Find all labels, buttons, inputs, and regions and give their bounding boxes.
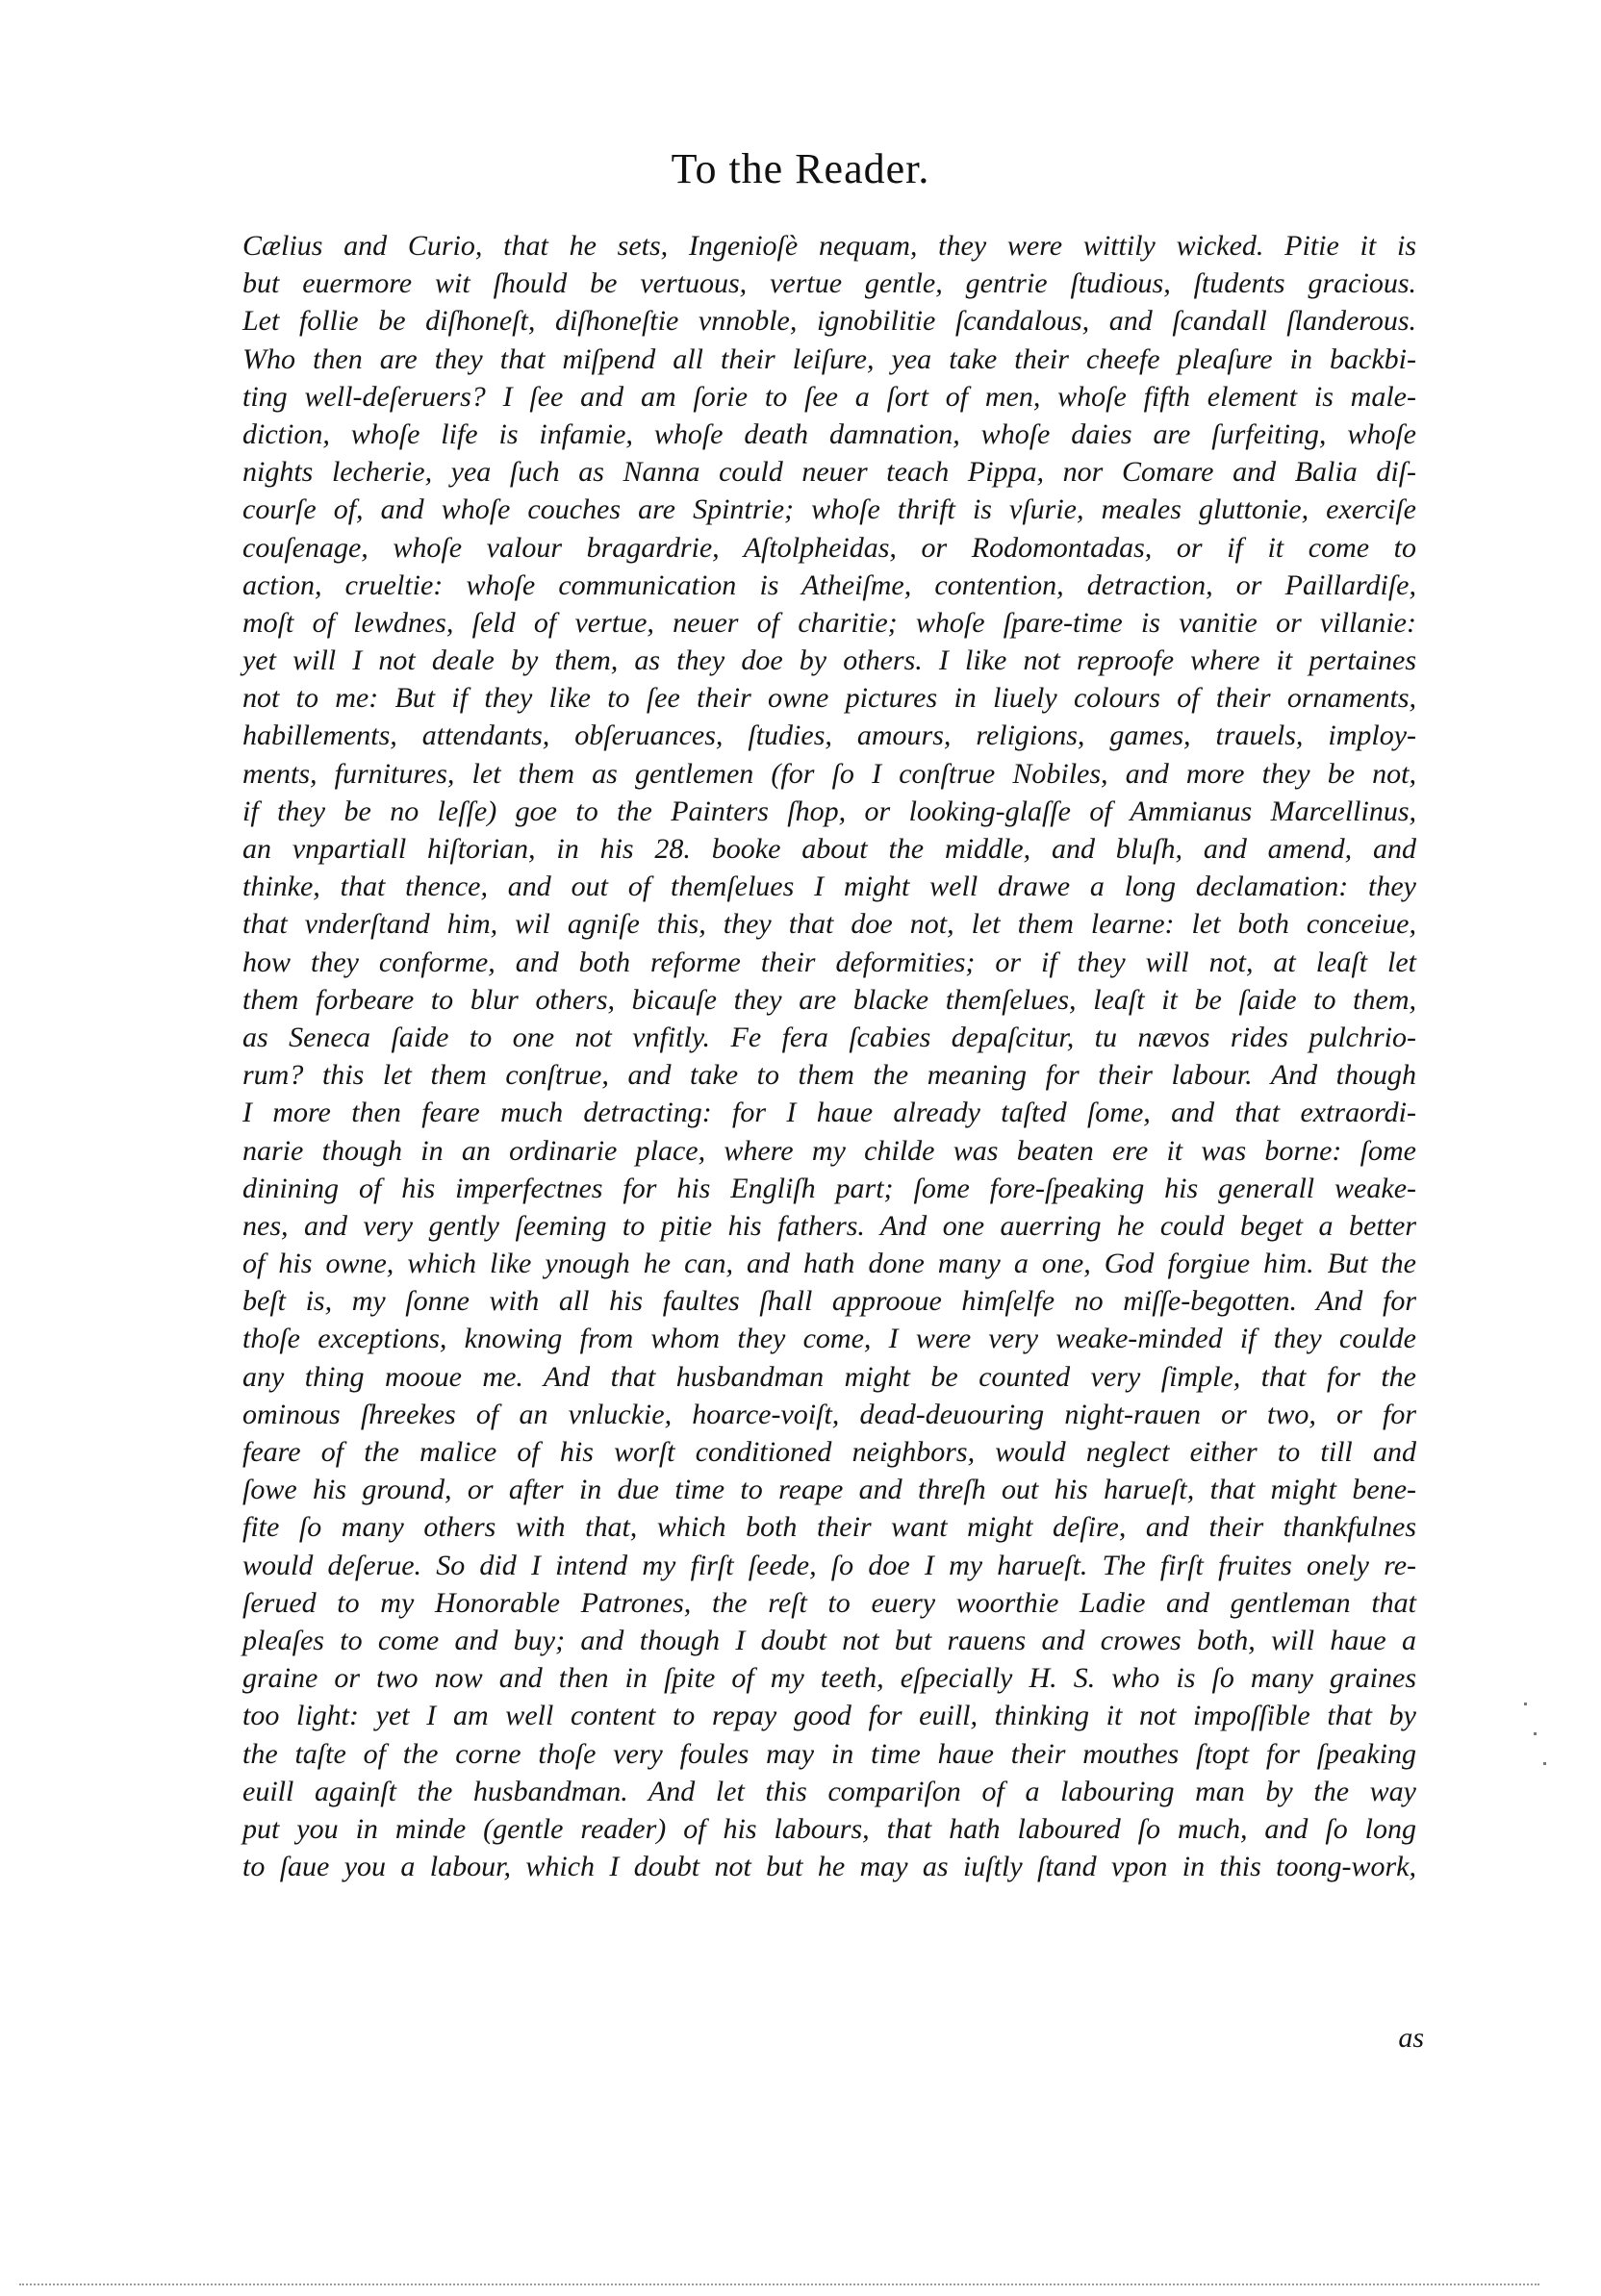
text-line: ſerued to my Honorable Patrones, the reſt to euery woorthie Ladie and gentleman that	[242, 1586, 1416, 1619]
text-line: if they be no leſſe) goe to the Painters ſhop, or looking-glaſſe of Ammianus Marcellinus,	[242, 795, 1416, 827]
scan-edge-marks	[1524, 1703, 1553, 1792]
text-line: euill againſt the husbandman. And let this compariſon of a labouring man by the way	[242, 1775, 1416, 1807]
text-line: ments, furnitures, let them as gentlemen (for ſo I conſtrue Nobiles, and more they be not,	[242, 757, 1416, 790]
text-line: Cælius and Curio, that he sets, Ingenioſè nequam, they were wittily wicked. Pitie it is	[242, 230, 1416, 262]
text-line: any thing mooue me. And that husbandman might be counted very ſimple, that for the	[242, 1360, 1416, 1393]
text-line: narie though in an ordinarie place, where my childe was beaten ere it was borne: ſome	[242, 1134, 1416, 1167]
text-line	[242, 1885, 1416, 1923]
body-text	[242, 227, 1416, 1923]
scan-bottom-edge	[19, 2283, 1539, 2285]
text-line: the taſte of the corne thoſe very foules may in time haue their mouthes ſtopt for ſpeaking	[242, 1737, 1416, 1770]
text-line: beſt is, my ſonne with all his faultes ſhall approoue himſelfe no miſſe-begotten. And for	[242, 1285, 1416, 1318]
text-line: an vnpartiall hiſtorian, in his 28. booke about the middle, and bluſh, and amend, and	[242, 833, 1416, 865]
text-line: Who then are they that miſpend all their leiſure, yea take their cheefe pleaſure in backbi-	[242, 342, 1416, 375]
text-line: too light: yet I am well content to repay good for euill, thinking it not impoſſible that by	[242, 1700, 1416, 1732]
text-line: I more then feare much detracting: for I haue already taſted ſome, and that extraordi-	[242, 1097, 1416, 1129]
text-line: how they conforme, and both reforme their deformities; or if they will not, at leaſt let	[242, 946, 1416, 978]
text-line: rum? this let them conſtrue, and take to them the meaning for their labour. And though	[242, 1059, 1416, 1092]
text-line: Let follie be diſhoneſt, diſhoneſtie vnnoble, ignobilitie ſcandalous, and ſcandall ſlanderous.	[242, 305, 1416, 338]
text-line: moſt of lewdnes, ſeld of vertue, neuer of charitie; whoſe ſpare-time is vanitie or villanie:	[242, 606, 1416, 639]
text-line: feare of the malice of his worſt conditioned neighbors, would neglect either to till and	[242, 1436, 1416, 1468]
text-line: courſe of, and whoſe couches are Spintrie; whoſe thrift is vſurie, meales gluttonie, exerciſe	[242, 493, 1416, 526]
text-line: thinke, that thence, and out of themſelues I might well drawe a long declamation: they	[242, 870, 1416, 903]
text-line: as Seneca ſaide to one not vnfitly. Fe fera ſcabies depaſcitur, tu nævos rides pulchrio-	[242, 1021, 1416, 1053]
text-line: not to me: But if they like to ſee their owne pictures in liuely colours of their ornaments,	[242, 682, 1416, 715]
text-line: action, crueltie: whoſe communication is Atheiſme, contention, detraction, or Paillardiſe,	[242, 568, 1416, 601]
catchword: as	[1398, 2022, 1424, 2054]
text-line: pleaſes to come and buy; and though I doubt not but rauens and crowes both, will haue a	[242, 1624, 1416, 1656]
text-line: nights lecherie, yea ſuch as Nanna could neuer teach Pippa, nor Comare and Balia diſ-	[242, 456, 1416, 489]
text-line: them forbeare to blur others, bicauſe they are blacke themſelues, leaſt it be ſaide to them,	[242, 983, 1416, 1016]
text-line: put you in minde (gentle reader) of his labours, that hath laboured ſo much, and ſo long	[242, 1812, 1416, 1845]
text-line: habillements, attendants, obſeruances, ſtudies, amours, religions, games, trauels, imploy-	[242, 719, 1416, 752]
text-line: ominous ſhreekes of an vnluckie, hoarce-voiſt, dead-deuouring night-rauen or two, or for	[242, 1398, 1416, 1430]
text-line: but euermore wit ſhould be vertuous, vertue gentle, gentrie ſtudious, ſtudents gracious.	[242, 267, 1416, 300]
text-line: couſenage, whoſe valour bragardrie, Aſtolpheidas, or Rodomontadas, or if it come to	[242, 531, 1416, 564]
text-line: thoſe exceptions, knowing from whom they come, I were very weake-minded if they coulde	[242, 1323, 1416, 1355]
text-line: ſowe his ground, or after in due time to reape and threſh out his harueſt, that might bene-	[242, 1474, 1416, 1506]
text-line: of his owne, which like ynough he can, and hath done many a one, God forgiue him. But the	[242, 1248, 1416, 1280]
text-line: dinining of his imperfectnes for his Engliſh part; ſome fore-ſpeaking his generall weake-	[242, 1172, 1416, 1204]
page-heading: To the Reader.	[671, 145, 930, 192]
text-line: that vnderſtand him, wil agniſe this, they that doe not, let them learne: let both conceiue,	[242, 908, 1416, 941]
text-line: fite ſo many others with that, which both their want might deſire, and their thankfulnes	[242, 1511, 1416, 1544]
scan-speck	[1534, 1732, 1537, 1735]
text-line: yet will I not deale by them, as they doe by others. I like not reproofe where it pertaines	[242, 644, 1416, 677]
text-line: diction, whoſe life is infamie, whoſe death damnation, whoſe daies are ſurfeiting, whoſe	[242, 417, 1416, 450]
text-line: nes, and very gently ſeeming to pitie his fathers. And one auerring he could beget a better	[242, 1209, 1416, 1242]
text-line: to ſaue you a labour, which I doubt not but he may as iuſtly ſtand vpon in this toong-work,	[242, 1851, 1416, 1883]
text-line: graine or two now and then in ſpite of my teeth, eſpecially H. S. who is ſo many graines	[242, 1662, 1416, 1695]
text-line: ting well-deſeruers? I ſee and am ſorie to ſee a ſort of men, whoſe fifth element is male-	[242, 380, 1416, 413]
text-line: would deſerue. So did I intend my firſt ſeede, ſo doe I my harueſt. The firſt fruites onely re-	[242, 1549, 1416, 1581]
scan-speck	[1524, 1703, 1527, 1705]
scan-speck	[1543, 1762, 1546, 1765]
